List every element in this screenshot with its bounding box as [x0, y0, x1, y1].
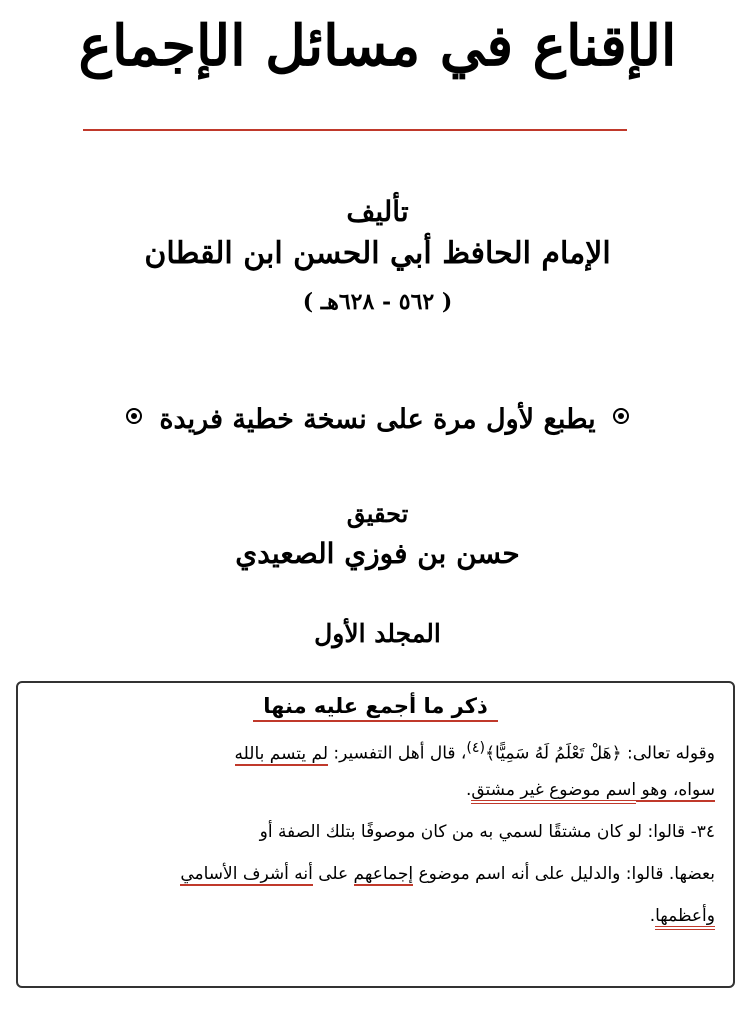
title-underline — [83, 129, 627, 131]
highlighted-text: وأعظمها — [655, 906, 715, 930]
footnote-ref: (٤) — [466, 740, 486, 756]
excerpt-line — [36, 817, 715, 847]
verse-text: وقوله تعالى: ﴿هَلْ تَعْلَمُ لَهُ سَمِيًّا﴾ — [485, 743, 715, 764]
excerpt-box — [16, 681, 735, 988]
excerpt-line — [36, 859, 715, 889]
highlighted-text: أنه أشرف الأسامي — [180, 864, 313, 884]
print-note: يطبع لأول مرة على نسخة خطية فريدة — [159, 404, 596, 435]
text-segment: ٣٤- قالوا: لو كان مشتقًا لسمي به من كان موصوفًا بتلك الصفة أو — [259, 822, 715, 842]
editor-name: حسن بن فوزي الصعيدي — [235, 537, 520, 570]
ornament-dot-icon — [613, 408, 629, 424]
volume-label: المجلد الأول — [314, 619, 441, 648]
text-segment: بعضها. قالوا: والدليل على أنه اسم موضوع — [413, 864, 715, 884]
highlighted-text: لم يتسم بالله — [234, 743, 329, 764]
excerpt-line — [36, 733, 715, 769]
book-title: الإقناع في مسائل الإجماع — [78, 13, 677, 79]
editor-label: تحقيق — [346, 499, 409, 528]
ornament-dot-icon — [126, 408, 142, 424]
author-years: ( ٥٦٢ - ٦٢٨هـ ) — [302, 289, 453, 315]
text-segment: . — [465, 780, 472, 800]
excerpt-heading-text: ذكر ما أجمع عليه منها — [253, 694, 498, 722]
author-label: تأليف — [346, 195, 409, 228]
author-name: الإمام الحافظ أبي الحسن ابن القطان — [144, 236, 611, 271]
text-segment: سواه، وهو — [636, 780, 715, 800]
text-segment: ، قال أهل التفسير: — [328, 743, 467, 764]
highlighted-text: اسم موضوع غير مشتق — [471, 780, 636, 804]
text-segment: على — [312, 864, 354, 884]
text-segment: . — [649, 906, 656, 926]
excerpt-line — [36, 775, 715, 805]
excerpt-line — [36, 901, 715, 931]
print-note-line — [0, 398, 755, 442]
excerpt-heading — [18, 689, 733, 723]
highlighted-text: إجماعهم — [353, 864, 414, 884]
